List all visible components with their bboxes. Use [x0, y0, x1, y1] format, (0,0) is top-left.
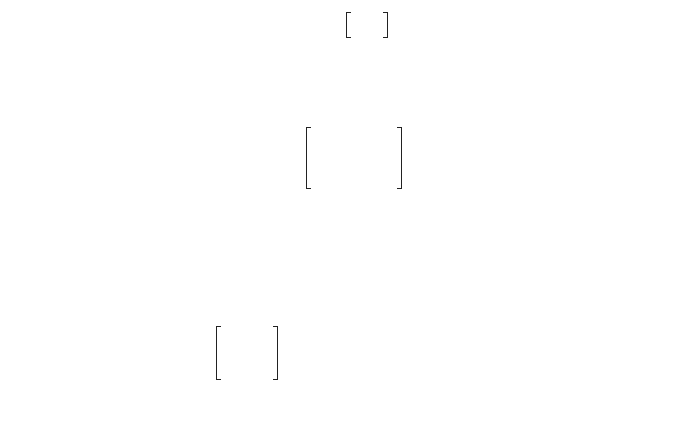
matrix-m [306, 127, 402, 189]
matrix-a [346, 12, 388, 38]
inverse-matrix [216, 326, 278, 380]
